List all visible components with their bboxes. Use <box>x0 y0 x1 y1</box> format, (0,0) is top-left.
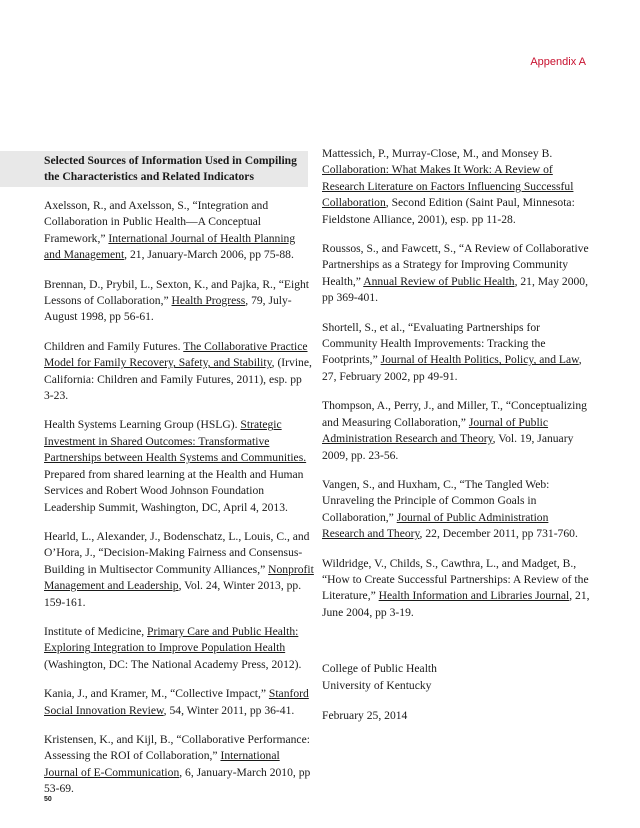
address-line-college: College of Public Health <box>322 662 437 676</box>
reference-text: Kristensen, K., and Kijl, B., “Collaborative Performance: Assessing the ROI of Collaboration,” <box>44 732 310 763</box>
address-line-university: University of Kentucky <box>322 678 432 692</box>
reference-text: Kania, J., and Kramer, M., “Collective Impact,” <box>44 687 269 701</box>
reference-details: , 22, December 2011, pp 731-760. <box>419 527 578 541</box>
reference-item <box>322 556 592 622</box>
reference-item <box>322 477 592 543</box>
section-heading: Selected Sources of Information Used in Compiling the Characteristics and Related Indicators <box>44 154 297 183</box>
reference-item <box>44 686 314 719</box>
reference-title: Primary Care and Public Health: Exploring Integration to Improve Population Health <box>44 624 299 655</box>
reference-text: Axelsson, R., and Axelsson, S., “Integration and Collaboration in Public Health—A Conceptual Framework,” <box>44 199 269 245</box>
reference-text: Brennan, D., Prybil, L., Sexton, K., and Pajka, R., “Eight Lessons of Collaboration,” <box>44 277 310 308</box>
reference-title: Health Progress <box>171 294 246 308</box>
reference-details: , 27, February 2002, pp 49-91. <box>322 353 582 383</box>
reference-item <box>44 624 314 673</box>
reference-title: Strategic Investment in Shared Outcomes: Transformative Partnerships between Health Systems and Communities. <box>44 418 307 465</box>
reference-text: Vangen, S., and Huxham, C., “The Tangled Web: Unraveling the Principle of Common Goals in Collaboration,” <box>322 477 550 524</box>
reference-item <box>44 198 314 264</box>
reference-title: Journal of Public Administration Research and Theory <box>322 415 549 446</box>
reference-details: , (Irvine, California: Children and Family Futures, 2011), esp. pp 3-23. <box>44 356 312 403</box>
reference-title: Journal of Health Politics, Policy, and Law <box>380 353 579 367</box>
document-date: February 25, 2014 <box>322 708 408 722</box>
reference-details: , 54, Winter 2011, pp 36-41. <box>163 703 295 717</box>
reference-details: , Second Edition (Saint Paul, Minnesota: Fieldstone Alliance, 2001), esp. pp 11-28. <box>322 196 575 226</box>
reference-text: Wildridge, V., Childs, S., Cawthra, L., and Madget, B., “How to Create Successful Partnerships: A Review of the Literature,” <box>322 556 589 603</box>
reference-text: Hearld, L., Alexander, J., Bodenschatz, L., Louis, C., and O’Hora, J., “Decision-Making Fairness and Consensus-Building in Multisector Community Alliances,” <box>44 529 310 576</box>
reference-details: , 79, July-August 1998, pp 56-61. <box>44 294 292 324</box>
reference-item <box>44 732 314 798</box>
reference-details: Prepared from shared learning at the Health and Human Services and Robert Wood Johnson Foundation Leadership Summit, Washington, DC, April 4, 2013. <box>44 467 304 514</box>
reference-details: , 21, May 2000, pp 369-401. <box>322 274 588 305</box>
reference-details: (Washington, DC: The National Academy Press, 2012). <box>44 657 302 671</box>
reference-item <box>322 320 592 386</box>
author-address <box>322 661 592 694</box>
references-left-column <box>44 198 314 811</box>
reference-title: Annual Review of Public Health <box>363 274 515 288</box>
reference-item <box>44 417 314 515</box>
reference-item <box>44 339 314 405</box>
reference-title: Stanford Social Innovation Review <box>44 687 309 717</box>
reference-text: Shortell, S., et al., “Evaluating Partnerships for Community Health Improvements: Tracking the Footprints,” <box>322 320 546 367</box>
reference-details: , 21, June 2004, pp 3-19. <box>322 589 590 619</box>
reference-item <box>322 241 592 307</box>
reference-title: Collaboration: What Makes It Work: A Review of Research Literature on Factors Influencing Successful Collaboration <box>322 163 574 210</box>
reference-title: The Collaborative Practice Model for Family Recovery, Safety, and Stability <box>44 339 308 370</box>
appendix-label: Appendix A <box>530 56 586 68</box>
reference-title: Nonprofit Management and Leadership <box>44 562 314 593</box>
reference-title: International Journal of Health Planning and Management <box>44 231 296 262</box>
reference-title: International Journal of E-Communication <box>44 749 280 779</box>
references-right-column <box>322 146 592 724</box>
reference-item <box>44 529 314 611</box>
reference-text: Thompson, A., Perry, J., and Miller, T., “Conceptualizing and Measuring Collaboration,” <box>322 399 587 429</box>
reference-title: Journal of Public Administration Research and Theory <box>322 510 549 541</box>
reference-title: Health Information and Libraries Journal <box>378 589 570 603</box>
reference-details: , 6, January-March 2010, pp 53-69. <box>44 765 311 796</box>
reference-text: Mattessich, P., Murray-Close, M., and Monsey B. <box>322 147 553 160</box>
reference-details: , Vol. 24, Winter 2013, pp. 159-161. <box>44 579 302 609</box>
reference-text: Health Systems Learning Group (HSLG). <box>44 418 241 432</box>
page-number: 50 <box>44 796 52 803</box>
reference-details: , Vol. 19, January 2009, pp. 23-56. <box>322 432 574 462</box>
reference-details: , 21, January-March 2006, pp 75-88. <box>124 248 294 262</box>
reference-text: Institute of Medicine, <box>44 624 148 638</box>
reference-item <box>322 398 592 464</box>
reference-item <box>44 277 314 326</box>
reference-item <box>322 146 592 228</box>
reference-text: Roussos, S., and Fawcett, S., “A Review of Collaborative Partnerships as a Strategy for Improving Community Health,” <box>322 242 589 288</box>
reference-text: Children and Family Futures. <box>44 339 184 353</box>
